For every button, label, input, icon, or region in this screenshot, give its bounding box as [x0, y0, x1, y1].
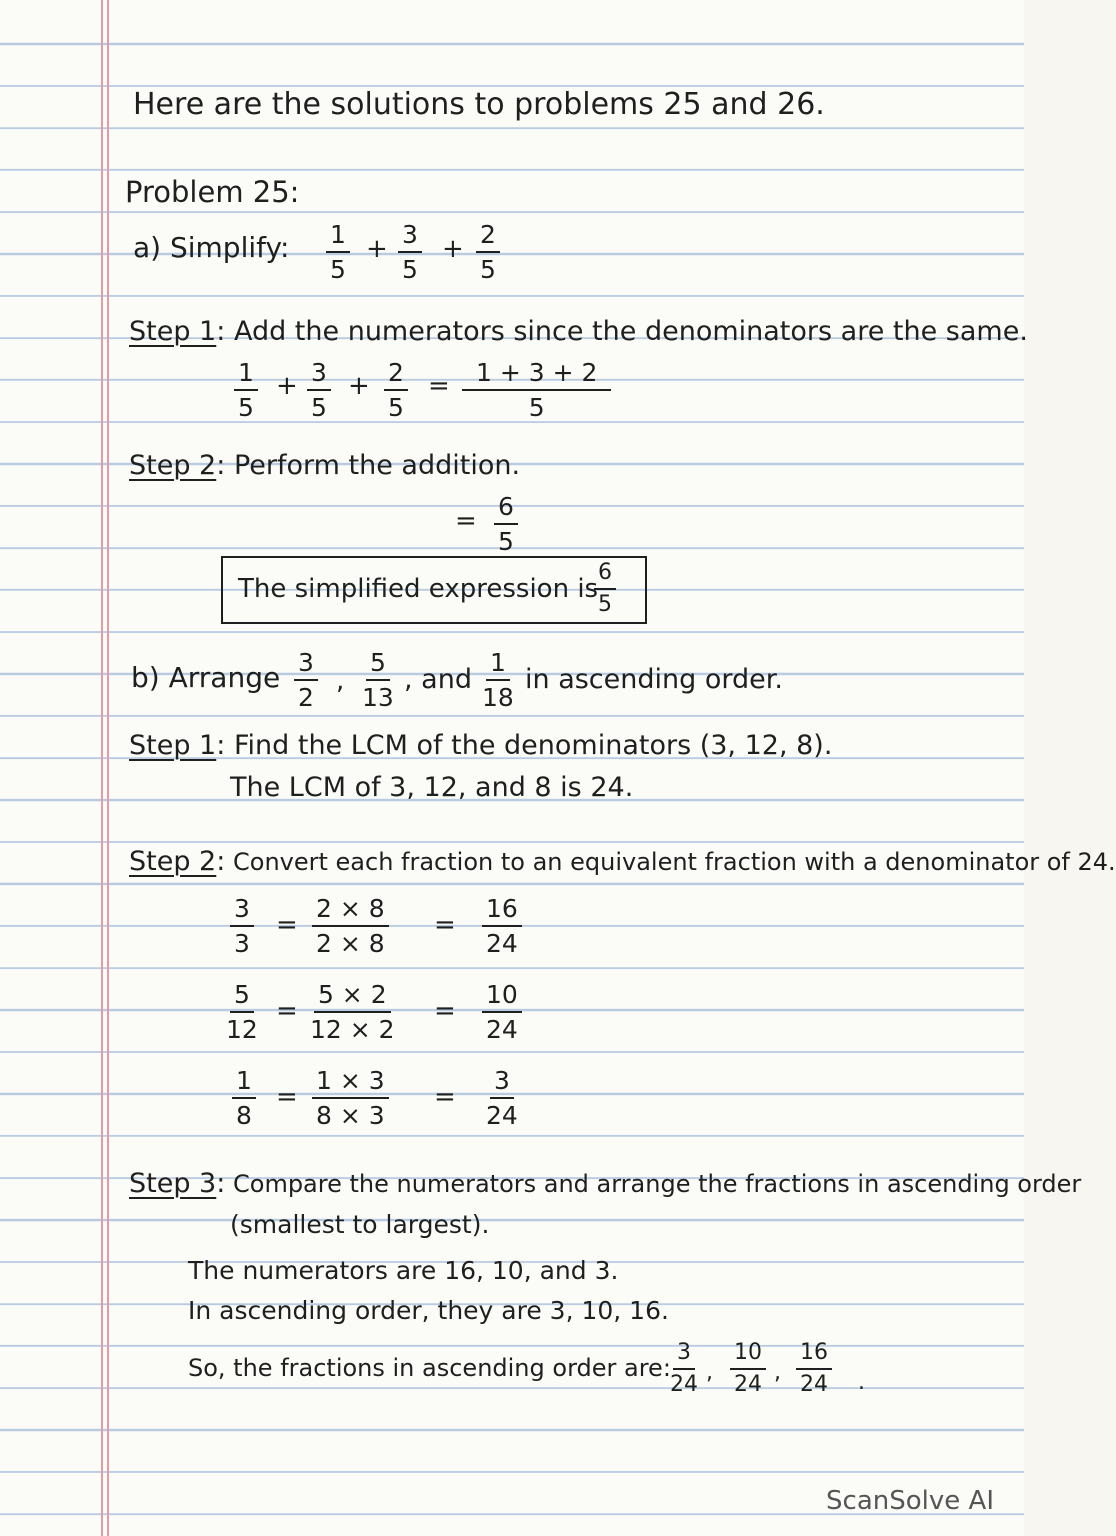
- step-line: Step 3: Compare the numerators and arrange the fractions in ascending order: [129, 1168, 1082, 1199]
- fraction: $\frac{1}{8}$: [232, 1068, 256, 1128]
- watermark: ScanSolve AI: [826, 1486, 994, 1516]
- equals-sign: =: [276, 910, 298, 940]
- plus-sign: +: [366, 234, 388, 264]
- equals-sign: =: [276, 1082, 298, 1112]
- margin-line: [101, 0, 103, 1536]
- step-label: Step 1: [129, 730, 217, 761]
- fraction: $\frac{10}{24}$: [482, 982, 522, 1042]
- fraction: $\frac{1}{5}$: [234, 360, 258, 420]
- step-text: The numerators are 16, 10, and 3.: [188, 1256, 619, 1285]
- fraction: $\frac{6}{5}$: [594, 562, 616, 616]
- fraction: $\frac{1 + 3 + 2}{5}$: [462, 360, 611, 420]
- and-text: , and: [404, 664, 472, 695]
- intro-text: Here are the solutions to problems 25 and 26.: [133, 87, 825, 122]
- comma: ,: [336, 666, 345, 696]
- step-line: Step 1: Find the LCM of the denominators (3, 12, 8).: [129, 730, 833, 761]
- comma: ,: [774, 1360, 781, 1385]
- fraction: $\frac{6}{5}$: [494, 494, 518, 554]
- fraction: $\frac{2 \times 8}{2 \times 8}$: [312, 896, 389, 956]
- fraction: $\frac{3}{2}$: [294, 650, 318, 710]
- step-text: Find the LCM of the denominators (3, 12, 8).: [233, 730, 833, 761]
- fraction: $\frac{3}{24}$: [670, 1340, 698, 1397]
- fraction: $\frac{16}{24}$: [482, 896, 522, 956]
- fraction: $\frac{1}{18}$: [482, 648, 514, 712]
- step-text: (smallest to largest).: [230, 1210, 490, 1239]
- equals-sign: =: [434, 996, 456, 1026]
- step-text: In ascending order, they are 3, 10, 16.: [188, 1296, 669, 1325]
- part-a-label: a) Simplify:: [133, 231, 290, 264]
- step-text: So, the fractions in ascending order are:: [188, 1354, 671, 1382]
- step-text: The LCM of 3, 12, and 8 is 24.: [230, 772, 634, 803]
- fraction: $\frac{5 \times 2}{12 \times 2}$: [310, 980, 395, 1044]
- fraction: $\frac{3}{24}$: [486, 1066, 518, 1130]
- step-label: Step 2: [129, 846, 217, 877]
- fraction: $\frac{16}{24}$: [796, 1342, 832, 1396]
- fraction: $\frac{2}{5}$: [476, 222, 500, 282]
- step-line: Step 1: Add the numerators since the denominators are the same.: [129, 316, 1028, 347]
- fraction: $\frac{1}{5}$: [326, 222, 350, 282]
- fraction: $\frac{3}{5}$: [307, 360, 331, 420]
- plus-sign: +: [348, 371, 370, 401]
- equals-sign: =: [276, 996, 298, 1026]
- equals-sign: =: [455, 506, 477, 536]
- step-label: Step 1: [129, 316, 217, 347]
- fraction: $\frac{3}{3}$: [230, 896, 254, 956]
- tail-text: in ascending order.: [525, 664, 783, 695]
- step-line: Step 2: Perform the addition.: [129, 450, 521, 481]
- fraction: $\frac{10}{24}$: [730, 1342, 766, 1396]
- fraction: $\frac{5}{12}$: [226, 980, 258, 1044]
- answer-text: The simplified expression is: [238, 574, 599, 604]
- margin-line: [107, 0, 109, 1536]
- step-text: Perform the addition.: [233, 450, 521, 481]
- fraction: $\frac{2}{5}$: [384, 360, 408, 420]
- fraction: $\frac{1 \times 3}{8 \times 3}$: [312, 1068, 389, 1128]
- fraction: $\frac{5}{13}$: [362, 648, 394, 712]
- period: .: [858, 1370, 865, 1395]
- step-label: Step 3: [129, 1168, 217, 1199]
- problem-heading: Problem 25:: [125, 175, 300, 209]
- equals-sign: =: [428, 371, 450, 401]
- step-label: Step 2: [129, 450, 217, 481]
- plus-sign: +: [442, 234, 464, 264]
- part-b-label: b) Arrange: [131, 661, 281, 694]
- step-line: Step 2: Convert each fraction to an equivalent fraction with a denominator of 24.: [129, 846, 1116, 877]
- equals-sign: =: [434, 1082, 456, 1112]
- plus-sign: +: [276, 371, 298, 401]
- equals-sign: =: [434, 910, 456, 940]
- step-text: Compare the numerators and arrange the fractions in ascending order: [233, 1170, 1082, 1198]
- step-text: Add the numerators since the denominators are the same.: [233, 316, 1028, 347]
- comma: ,: [706, 1360, 713, 1385]
- step-text: Convert each fraction to an equivalent fraction with a denominator of 24.: [233, 848, 1116, 876]
- fraction: $\frac{3}{5}$: [398, 222, 422, 282]
